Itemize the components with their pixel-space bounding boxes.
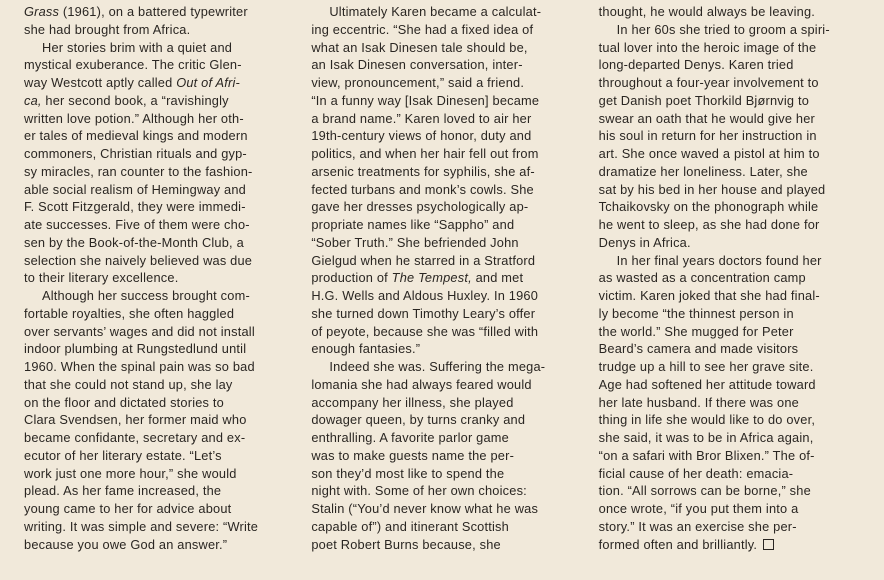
- text-line: Indeed she was. Suffering the mega-: [329, 359, 546, 374]
- text-line: writing. It was simple and severe: “Write: [24, 518, 259, 534]
- text-line: she had brought from Africa.: [24, 21, 191, 37]
- text-line: propriate names like “Sappho” and: [311, 217, 515, 232]
- text-line: formed often and brilliantly.: [599, 536, 868, 554]
- end-mark-icon: [763, 539, 774, 550]
- text-line: capable of”) and itinerant Scottish: [311, 518, 509, 534]
- text-line: view, pronouncement,” said a friend.: [311, 75, 525, 90]
- text-line: thought, he would always be leaving.: [598, 4, 816, 19]
- text-line: son they’d most like to spend the: [311, 465, 505, 481]
- text-line: commoners, Christian rituals and gyp-: [24, 146, 247, 161]
- text-line: selection she naively believed was due: [24, 252, 253, 268]
- text-line: ecutor of her literary estate. “Let’s: [24, 447, 222, 463]
- text-line: way Westcott aptly called Out of Afri-: [24, 75, 240, 90]
- text-line: ing eccentric. “She had a fixed idea of: [311, 21, 534, 37]
- text-line: In her final years doctors found her: [616, 252, 822, 268]
- text-line: lomania she had always feared would: [311, 376, 532, 392]
- text-line: sy miracles, ran counter to the fashion-: [24, 163, 253, 179]
- text-line: sen by the Book-of-the-Month Club, a: [24, 234, 244, 250]
- text-line: indoor plumbing at Rungstedlund until: [24, 341, 247, 357]
- text-line: his soul in return for her instruction in: [598, 128, 817, 144]
- text-line: Tchaikovsky on the phonograph while: [598, 199, 819, 215]
- text-line: throughout a four-year involvement to: [598, 75, 819, 90]
- text-line: swear an oath that he would give her: [598, 110, 816, 126]
- text-line: work just one more hour,” she would: [24, 465, 237, 481]
- text-line: politics, and when her hair fell out from: [311, 146, 539, 161]
- text-line: tion. “All sorrows can be borne,” she: [598, 483, 811, 499]
- text-line: “In a funny way [Isak Dinesen] became: [311, 92, 540, 108]
- text-line: she turned down Timothy Leary’s offer: [311, 305, 536, 321]
- text-line: was to make guests name the per-: [311, 447, 515, 463]
- text-line: gave her dresses psychologically ap-: [311, 199, 529, 215]
- text-line: Ultimately Karen became a calculat-: [329, 4, 542, 19]
- text-line: mystical exuberance. The critic Glen-: [24, 57, 242, 73]
- text-line: victim. Karen joked that she had final-: [598, 288, 820, 303]
- text-line: Although her success brought com-: [42, 288, 250, 303]
- text-line: 1960. When the spinal pain was so bad: [24, 359, 255, 374]
- text-line: because you owe God an answer.”: [24, 536, 228, 552]
- text-line: of peyote, because she was “filled with: [311, 323, 539, 339]
- text-line: Grass (1961), on a battered typewriter: [24, 4, 248, 19]
- text-line: that she could not stand up, she lay: [24, 376, 233, 392]
- text-line: Gielgud when he starred in a Stratford: [311, 252, 536, 268]
- text-line: dramatize her loneliness. Later, she: [598, 163, 808, 179]
- text-line: Clara Svendsen, her former maid who: [24, 412, 247, 428]
- text-line: 19th-century views of honor, duty and: [311, 128, 532, 144]
- text-line: trudge up a hill to see her grave site.: [598, 359, 814, 374]
- text-line: the world.” She mugged for Peter: [598, 323, 794, 339]
- text-line: he went to sleep, as she had done for: [598, 217, 820, 232]
- text-line: young came to her for advice about: [24, 501, 232, 516]
- text-line: enough fantasies.”: [311, 341, 421, 357]
- text-line: fortable royalties, she often haggled: [24, 305, 235, 321]
- text-line: plead. As her fame increased, the: [24, 483, 222, 499]
- text-line: over servants’ wages and did not install: [24, 323, 255, 339]
- text-line: able social realism of Hemingway and: [24, 181, 247, 197]
- column-3: [599, 3, 868, 580]
- text-line: written love potion.” Although her oth-: [24, 110, 244, 126]
- text-line: get Danish poet Thorkild Bjørnvig to: [598, 92, 810, 108]
- text-line: a brand name.” Karen loved to air her: [311, 110, 532, 126]
- text-line: her late husband. If there was one: [598, 394, 799, 410]
- text-line: “on a safari with Bror Blixen.” The of-: [598, 447, 815, 463]
- text-line: once wrote, “if you put them into a: [598, 501, 799, 516]
- text-line: enthralling. A favorite parlor game: [311, 430, 509, 445]
- text-line: poet Robert Burns because, she: [311, 536, 501, 552]
- text-line: “Sober Truth.” She befriended John: [311, 234, 519, 250]
- text-line: Stalin (“You’d never know what he was: [311, 501, 539, 516]
- text-line: Denys in Africa.: [598, 234, 691, 250]
- text-line: long-departed Denys. Karen tried: [598, 57, 794, 73]
- text-line: art. She once waved a pistol at him to: [598, 146, 820, 161]
- column-1: [24, 3, 293, 580]
- text-line: night with. Some of her own choices:: [311, 483, 527, 499]
- text-line: H.G. Wells and Aldous Huxley. In 1960: [311, 288, 539, 303]
- text-line: fected turbans and monk’s cowls. She: [311, 181, 534, 197]
- text-line: to their literary excellence.: [24, 270, 179, 286]
- text-line: dowager queen, by turns cranky and: [311, 412, 526, 428]
- text-line: Age had softened her attitude toward: [598, 376, 816, 392]
- text-line: ly become “the thinnest person in: [598, 305, 794, 321]
- text-line: production of The Tempest, and met: [311, 270, 524, 286]
- text-line: thing in life she would like to do over,: [598, 412, 816, 428]
- text-line: on the floor and dictated stories to: [24, 394, 224, 410]
- text-line: became confidante, secretary and ex-: [24, 430, 246, 445]
- column-2: [311, 3, 580, 580]
- text-line: In her 60s she tried to groom a spiri-: [616, 21, 830, 37]
- text-line: what an Isak Dinesen tale should be,: [311, 39, 528, 55]
- text-line: Beard’s camera and made visitors: [598, 341, 799, 357]
- text-line: tual lover into the heroic image of the: [598, 39, 817, 55]
- text-line: ate successes. Five of them were cho-: [24, 217, 250, 232]
- text-line: sat by his bed in her house and played: [598, 181, 826, 197]
- article-columns: [24, 3, 868, 580]
- text-line: accompany her illness, she played: [311, 394, 514, 410]
- text-line: an Isak Dinesen conversation, inter-: [311, 57, 523, 73]
- text-line: Her stories brim with a quiet and: [42, 39, 233, 55]
- text-line: story.” It was an exercise she per-: [598, 518, 797, 534]
- text-line: arsenic treatments for syphilis, she af-: [311, 163, 535, 179]
- text-line: ca, her second book, a “ravishingly: [24, 92, 229, 108]
- text-line: ficial cause of her death: emacia-: [598, 465, 794, 481]
- text-line: er tales of medieval kings and modern: [24, 128, 248, 144]
- text-line: F. Scott Fitzgerald, they were immedi-: [24, 199, 246, 215]
- text-line: as wasted as a concentration camp: [598, 270, 806, 286]
- text-line: she said, it was to be in Africa again,: [598, 430, 814, 445]
